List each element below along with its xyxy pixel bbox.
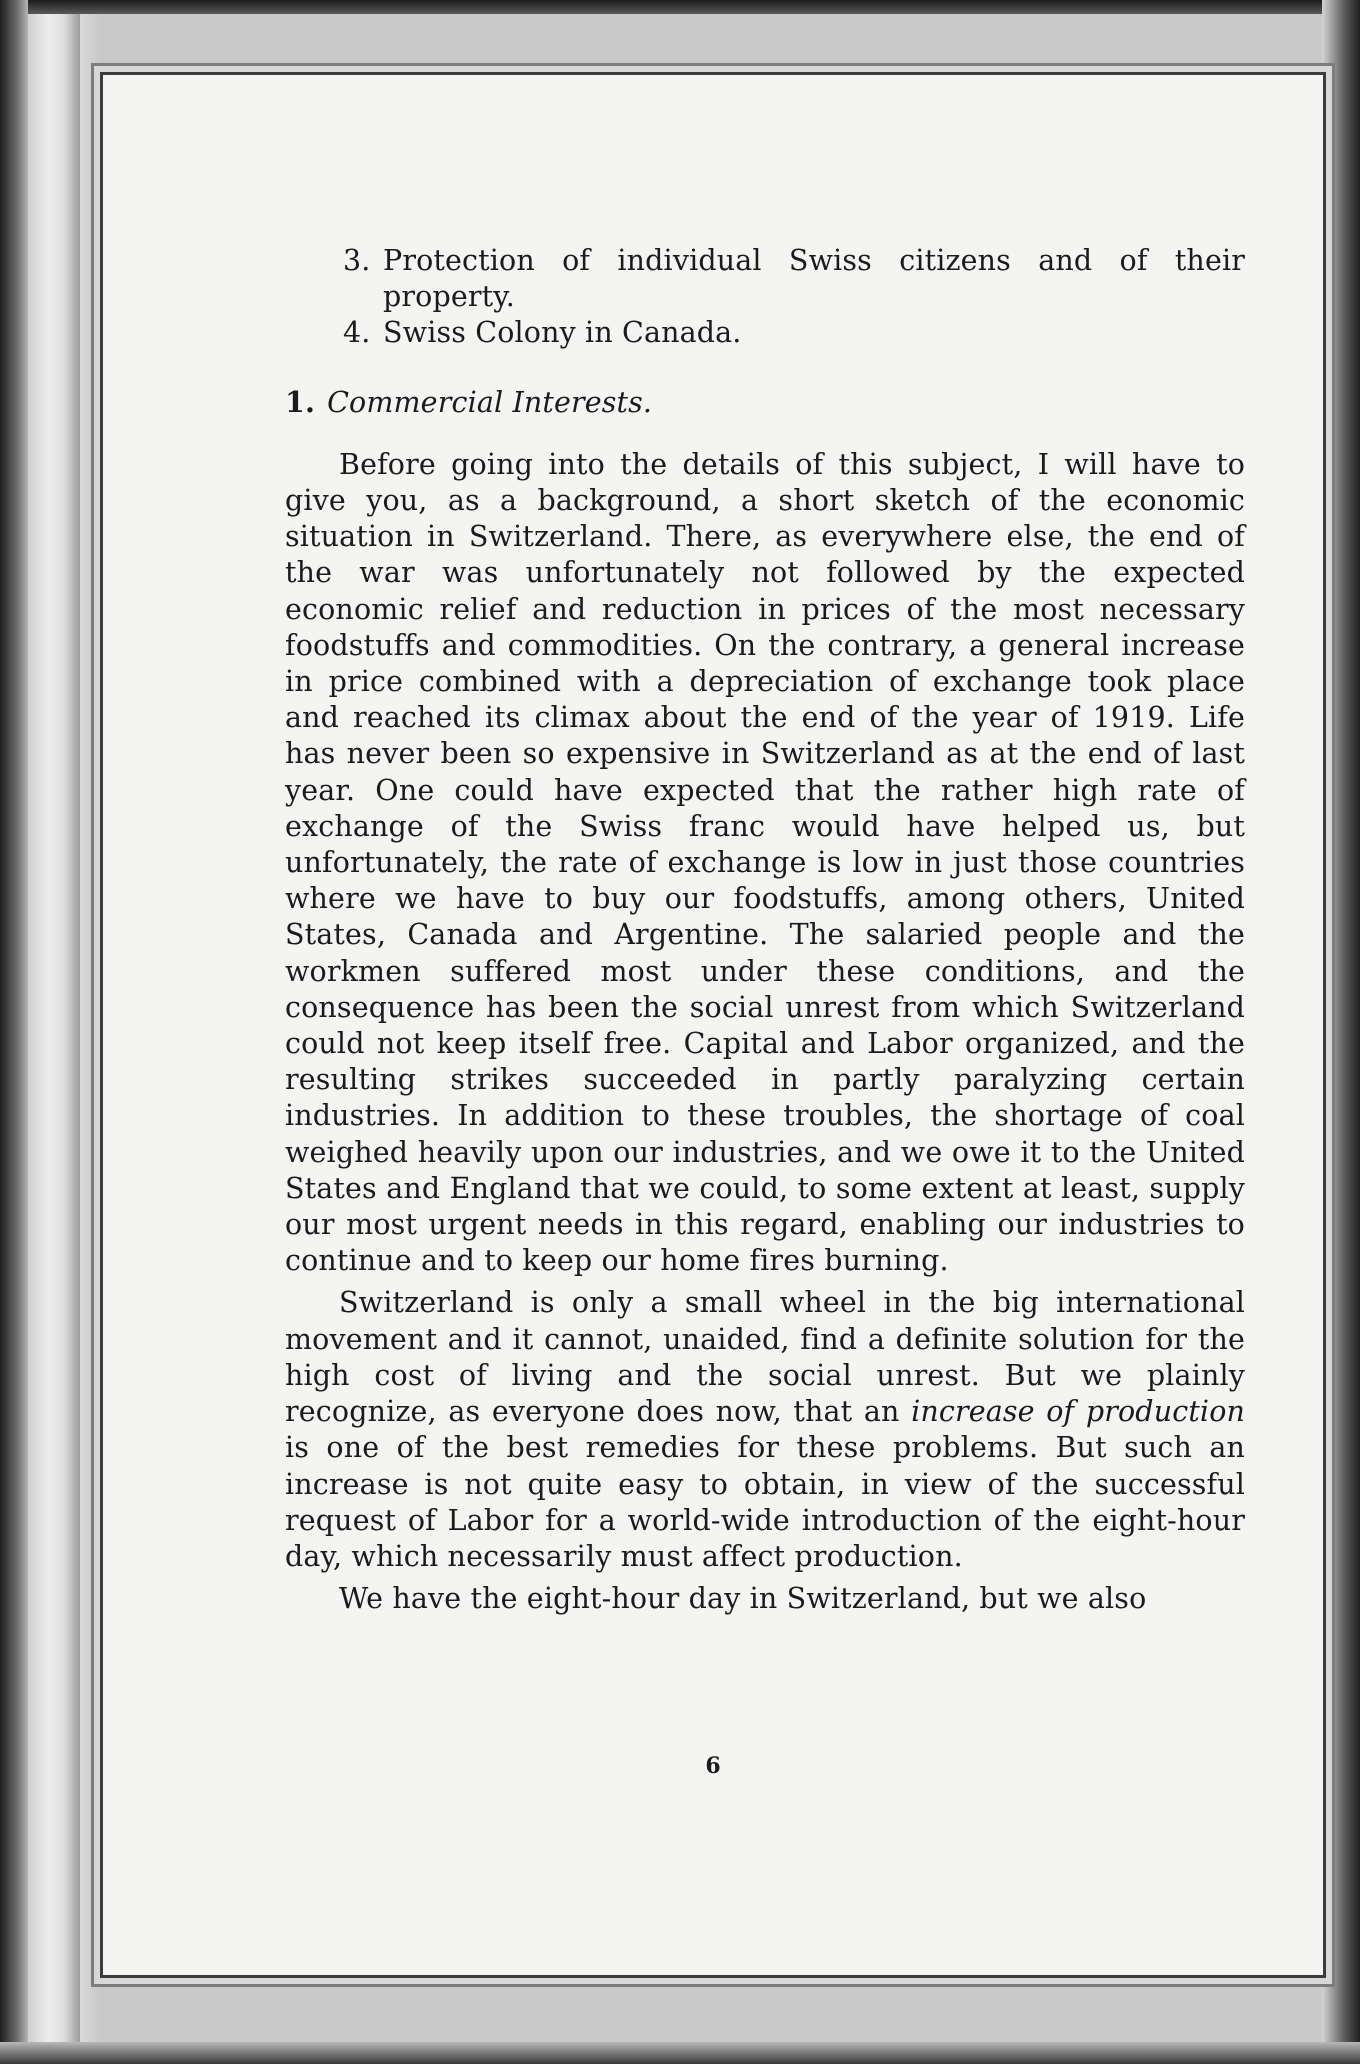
scan-top-edge: [0, 0, 1360, 14]
list-item: [343, 315, 1245, 351]
paragraph-eight-hour-day: We have the eight-hour day in Switzerland, but we also: [339, 1582, 1147, 1616]
paragraph-text: Switzerland is only a small wheel in the big international movement and it cannot, unaided, find a definite solution for the high cost of living and the social unrest. But we plainly recognize, as everyone does now, that an: [285, 1286, 1245, 1429]
list-item: [343, 243, 1245, 315]
list-item-number: 3.: [343, 244, 371, 277]
list-item-text: Protection of individual Swiss citizens and of their property.: [383, 244, 1245, 314]
scan-right-edge: [1322, 0, 1360, 2064]
emphasized-text: increase of production: [911, 1395, 1246, 1429]
paragraph-text: is one of the best remedies for these problems. But such an increase is not quite easy to obtain, in view of the successful request of Labor for a world-wide introduction of the eight-hour day, which necessarily must affect production.: [285, 1431, 1245, 1573]
list-item-text: Swiss Colony in Canada.: [383, 316, 742, 350]
scan-bottom-edge: [0, 2042, 1360, 2064]
page-number: 6: [705, 1753, 721, 1779]
paragraph-economic-situation: Before going into the details of this subject, I will have to give you, as a background, a short sketch of the economic situation in Switzerland. There, as everywhere else, the end of the war was unfortunately not followed by the expected economic relief and reduction in prices of the most necessary foodstuffs and commodities. On the contrary, a general increase in price combined with a depreciation of exchange took place and reached its climax about the end of the year of 1919. Life has never been so expensive in Switzerland as at the end of last year. One could have expected that the rather high rate of exchange of the Swiss franc would have helped us, but unfortunately, the rate of exchange is low in just those countries where we have to buy our foodstuffs, among others, United States, Canada and Argentine. The salaried people and the workmen suffered most under these conditions, and the consequence has been the social unrest from which Switzerland could not keep itself free. Capital and Labor organized, and the resulting strikes succeeded in partly paralyzing certain industries. In addition to these troubles, the shortage of coal weighed heavily upon our industries, and we owe it to the United States and England that we could, to some extent at least, supply our most urgent needs in this regard, enabling our industries to continue and to keep our home fires burning.: [285, 447, 1245, 1278]
paragraph-production: [285, 1285, 1245, 1575]
list-item-number: 4.: [343, 316, 371, 350]
section-title: Commercial Interests.: [327, 385, 653, 419]
book-spine: [0, 0, 28, 2064]
document-page: [100, 72, 1326, 1978]
previous-page-edge: [28, 14, 80, 2064]
section-heading: [285, 384, 1245, 421]
page-content: [285, 243, 1245, 1623]
section-number: 1.: [285, 384, 316, 419]
